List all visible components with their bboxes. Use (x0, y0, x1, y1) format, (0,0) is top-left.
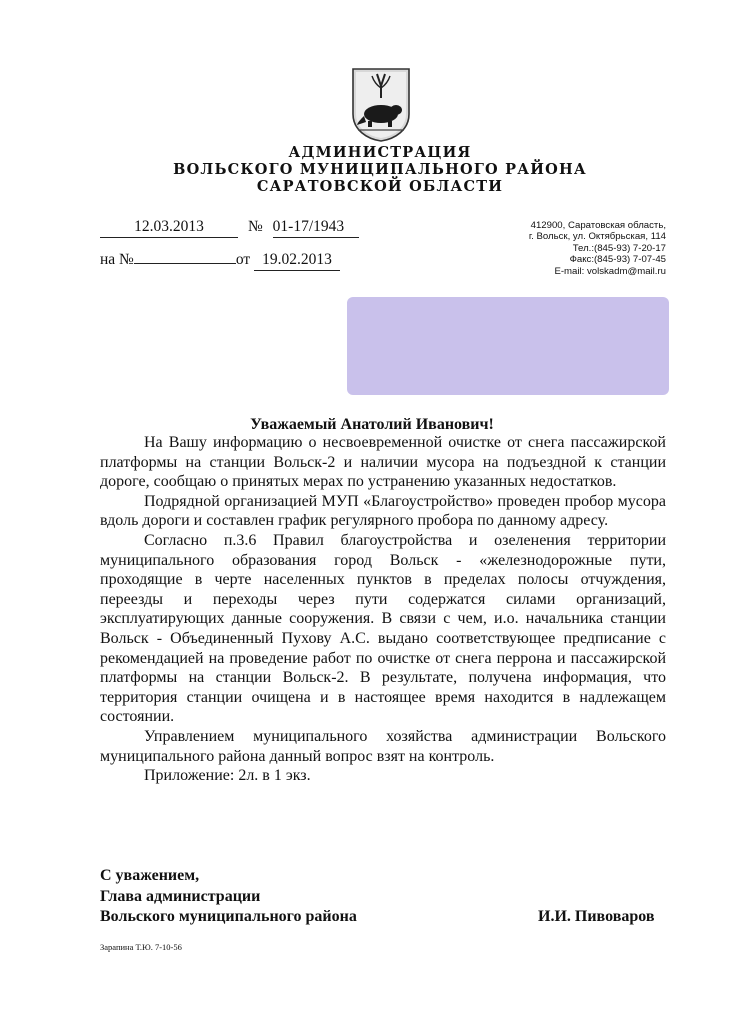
header-line-1: АДМИНИСТРАЦИЯ (288, 144, 472, 161)
attachment-note: Приложение: 2л. в 1 экз. (144, 767, 311, 785)
body-paragraph-2: Подрядной организацией МУП «Благоустройство» проведен пробор мусора вдоль дороги и составлен график регулярного пробора по данному адресу. (100, 492, 666, 530)
redacted-recipient-block (347, 297, 669, 395)
body-paragraph-3: Согласно п.3.6 Правил благоустройства и озеленения территории муниципального образования город Вольск - «железнодорожные пути, проходящие в черте населенных пунктов в пределах полосы отчуждения, переезды и переходы через пути содержатся силами организаций, эксплуатирующих данные сооружения. В связи с чем, и.о. начальника станции Вольск - Объединенный Пухову А.С. выдано соответствующее предписание с рекомендацией на проведение работ по очистке от снега перрона и пассажирской платформы на станции Вольск-2. В результате, получена информация, что территория станции очищена и в настоящее время находится в надлежащем состоянии. (100, 531, 666, 726)
address-phone: Тел.:(845-93) 7-20-17 (572, 242, 666, 254)
outgoing-number-row (248, 217, 359, 238)
address-line-1: 412900, Саратовская область, (530, 220, 666, 231)
letter-body (100, 433, 666, 786)
number-label: № (248, 218, 263, 235)
address-fax: Факс:(845-93) 7-07-45 (569, 254, 666, 266)
reference-number (134, 248, 236, 264)
outgoing-date: 12.03.2013 (100, 217, 238, 238)
reference-row (100, 248, 340, 271)
reference-label: на № (100, 251, 134, 268)
closing: С уважением, (100, 867, 200, 884)
greeting: Уважаемый Анатолий Иванович! (250, 416, 494, 433)
outgoing-number: 01-17/1943 (273, 217, 359, 238)
coat-of-arms-icon (352, 68, 410, 142)
reference-date: 19.02.2013 (254, 250, 340, 271)
body-paragraph-4: Управлением муниципального хозяйства администрации Вольского муниципального района данный вопрос взят на контроль. (100, 727, 666, 765)
signer-title-1: Глава администрации (100, 887, 261, 905)
signer-title-2: Вольского муниципального района (100, 908, 357, 925)
executor-note: Зарапина Т.Ю. 7-10-56 (100, 942, 182, 952)
from-label: от (235, 251, 251, 268)
address-line-2: г. Вольск, ул. Октябрьская, 114 (528, 231, 666, 243)
outgoing-date-row (100, 217, 238, 238)
address-block (500, 220, 666, 277)
address-email: E-mail: volskadm@mail.ru (554, 265, 666, 277)
signer-name: И.И. Пивоваров (538, 908, 655, 925)
header-line-3: САРАТОВСКОЙ ОБЛАСТИ (256, 178, 504, 195)
body-paragraph-1: На Вашу информацию о несвоевременной очистке от снега пассажирской платформы на станции Вольск-2 и наличии мусора на подъездной к станции дороге, сообщаю о принятых мерах по устранению указанных недостатков. (100, 434, 666, 491)
header-line-2: ВОЛЬСКОГО МУНИЦИПАЛЬНОГО РАЙОНА (173, 161, 587, 178)
